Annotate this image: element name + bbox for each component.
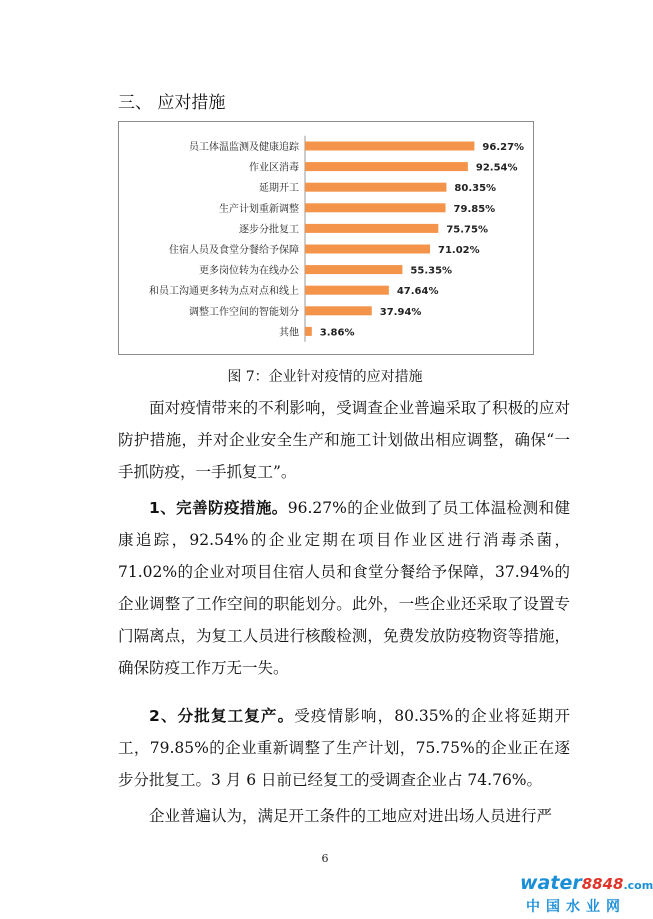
- bar-chart: [118, 121, 534, 355]
- paragraph-resumption-text: 受疫情影响，80.35%的企业将延期开工，79.85%的企业重新调整了生产计划，75.75%的企业正在逐步分批复工。3 月 6 日前已经复工的受调查企业占 74.76%。: [118, 707, 570, 789]
- category-label: 住宿人员及食堂分餐给予保障: [169, 245, 299, 256]
- watermark-cn: 中国水业网: [526, 899, 626, 915]
- bar: [305, 162, 468, 171]
- bar: [305, 245, 430, 254]
- bar: [305, 327, 312, 336]
- figure-caption: 图 7：企业针对疫情的应对措施: [227, 369, 423, 385]
- bar: [305, 306, 372, 315]
- category-label: 调整工作空间的智能划分: [189, 306, 299, 318]
- chart-svg: [119, 122, 535, 356]
- category-label: 延期开工: [259, 183, 299, 195]
- paragraph-resumption: [118, 700, 570, 796]
- watermark-domain: .com: [623, 879, 653, 892]
- data-label: 71.02%: [437, 245, 480, 256]
- data-label: 92.54%: [475, 162, 518, 174]
- paragraph-prevention-heading: 1、完善防疫措施。: [149, 499, 288, 517]
- page-number: 6: [321, 852, 329, 865]
- category-label: 作业区消毒: [249, 162, 299, 174]
- paragraph-prevention-text: 96.27%的企业做到了员工体温检测和健康追踪，92.54%的企业定期在项目作业区进行消毒杀菌，71.02%的企业对项目住宿人员和食堂分餐给予保障，37.94%的企业调整了工作空间的职能划分。此外，一些企业还采取了设置专门隔离点，为复工人员进行核酸检测，免费发放防疫物资等措施，确保防疫工作万无一失。: [118, 499, 570, 677]
- data-label: 55.35%: [410, 265, 453, 277]
- category-label: 员工体温监测及健康追踪: [189, 142, 299, 153]
- bar: [305, 203, 446, 212]
- category-label: 更多岗位转为在线办公: [199, 265, 299, 277]
- category-label: 其他: [279, 327, 299, 339]
- watermark-word: water: [520, 872, 582, 894]
- section-title: 三、 应对措施: [118, 93, 226, 113]
- bar: [305, 224, 438, 233]
- data-label: 37.94%: [379, 306, 422, 318]
- paragraph-prevention: [118, 492, 570, 684]
- category-label: 生产计划重新调整: [219, 203, 299, 215]
- paragraph-closing: [118, 800, 570, 832]
- category-label: 和员工沟通更多转为点对点和线上: [149, 286, 299, 298]
- site-watermark-logo: [520, 872, 653, 916]
- paragraph-intro: [118, 392, 570, 488]
- data-label: 79.85%: [453, 203, 496, 215]
- paragraph-closing-text: 企业普遍认为，满足开工条件的工地应对进出场人员进行严: [149, 807, 553, 825]
- watermark-brand: [520, 872, 653, 894]
- paragraph-resumption-heading: 2、分批复工复产。: [149, 707, 295, 725]
- data-label: 47.64%: [396, 286, 439, 298]
- bar: [305, 142, 474, 151]
- data-label: 96.27%: [482, 142, 525, 153]
- category-label: 逐步分批复工: [239, 224, 299, 236]
- bar: [305, 265, 402, 274]
- bar: [305, 183, 446, 192]
- data-label: 75.75%: [446, 224, 488, 236]
- watermark-number: 8848: [581, 875, 624, 893]
- data-label: 80.35%: [454, 183, 497, 195]
- bar: [305, 286, 389, 295]
- data-label: 3.86%: [319, 327, 355, 339]
- paragraph-intro-text: 面对疫情带来的不利影响，受调查企业普遍采取了积极的应对防护措施，并对企业安全生产和施工计划做出相应调整，确保“一手抓防疫，一手抓复工”。: [118, 399, 570, 481]
